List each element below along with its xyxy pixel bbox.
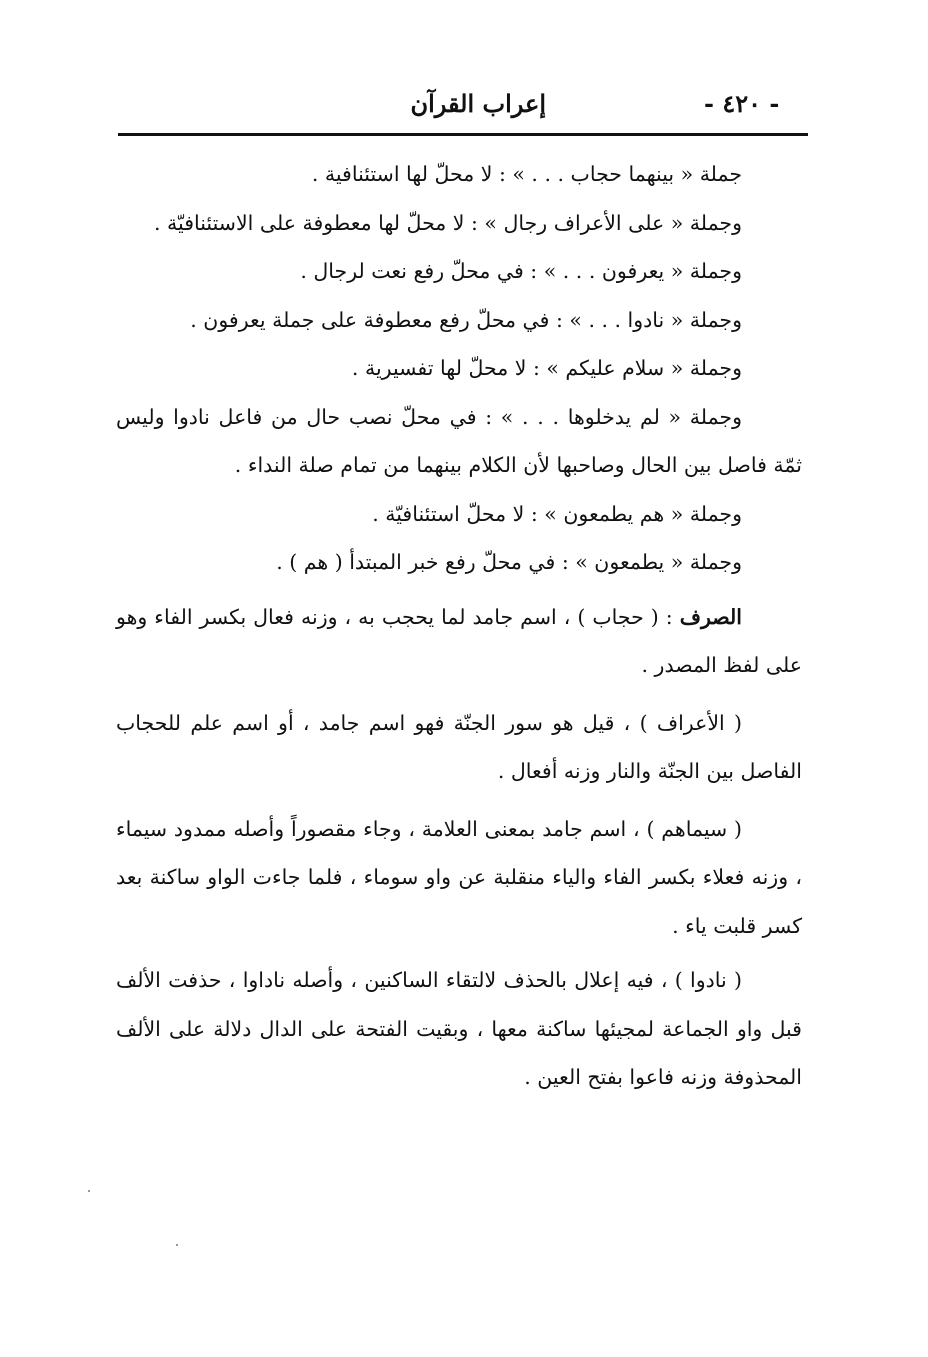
scan-speck — [176, 1244, 178, 1246]
page-header — [118, 86, 808, 126]
sarf-paragraph-3: ( سيماهم ) ، اسم جامد بمعنى العلامة ، وجاء مقصوراً وأصله ممدود سيماء ، وزنه فعلاء بكسر الفاء والياء منقلبة عن واو سوماء ، فلما جاءت الواو ساكنة بعد كسر قلبت ياء . — [116, 816, 802, 938]
sarf-paragraph-2: ( الأعراف ) ، قيل هو سور الجنّة فهو اسم جامد ، أو اسم علم للحجاب الفاصل بين الجنّة والنار وزنه أفعال . — [116, 710, 802, 783]
paragraph-8: وجملة « يطمعون » : في محلّ رفع خبر المبتدأ ( هم ) . — [276, 550, 742, 574]
paragraph-6: وجملة « لم يدخلوها . . . » : في محلّ نصب حال من فاعل نادوا وليس ثمّة فاصل بين الحال وصاحبها لأن الكلام بينهما من تمام صلة النداء . — [116, 404, 802, 477]
paragraph-7: وجملة « هم يطمعون » : لا محلّ استئنافيّة . — [372, 501, 742, 526]
paragraph-3: وجملة « يعرفون . . . » : في محلّ رفع نعت لرجال . — [300, 259, 742, 283]
running-title: إعراب القرآن — [410, 89, 546, 118]
scan-speck — [88, 1190, 90, 1192]
paragraph-4: وجملة « نادوا . . . » : في محلّ رفع معطوفة على جملة يعرفون . — [190, 307, 742, 332]
header-rule — [118, 133, 808, 136]
paragraph-5: وجملة « سلام عليكم » : لا محلّ لها تفسيرية . — [351, 356, 742, 380]
sarf-label: الصرف — [679, 604, 742, 629]
sarf-text: : ( حجاب ) ، اسم جامد لما يحجب به ، وزنه فعال بكسر الفاء وهو على لفظ المصدر . — [116, 604, 802, 677]
paragraph-2: وجملة « على الأعراف رجال » : لا محلّ لها معطوفة على الاستئنافيّة . — [153, 210, 742, 235]
paragraph-1: جملة « بينهما حجاب . . . » : لا محلّ لها استئنافية . — [311, 162, 742, 186]
sarf-paragraph-4: ( نادوا ) ، فيه إعلال بالحذف لالتقاء الساكنين ، وأصله ناداوا ، حذفت الألف قبل واو الجماعة لمجيئها ساكنة معها ، وبقيت الفتحة على الدال دلالة على الألف المحذوفة وزنه فاعوا بفتح العين . — [116, 968, 802, 1089]
sarf-paragraph — [116, 593, 802, 690]
page-number: - ٤٢٠ - — [704, 89, 780, 118]
page-body — [116, 150, 802, 1102]
